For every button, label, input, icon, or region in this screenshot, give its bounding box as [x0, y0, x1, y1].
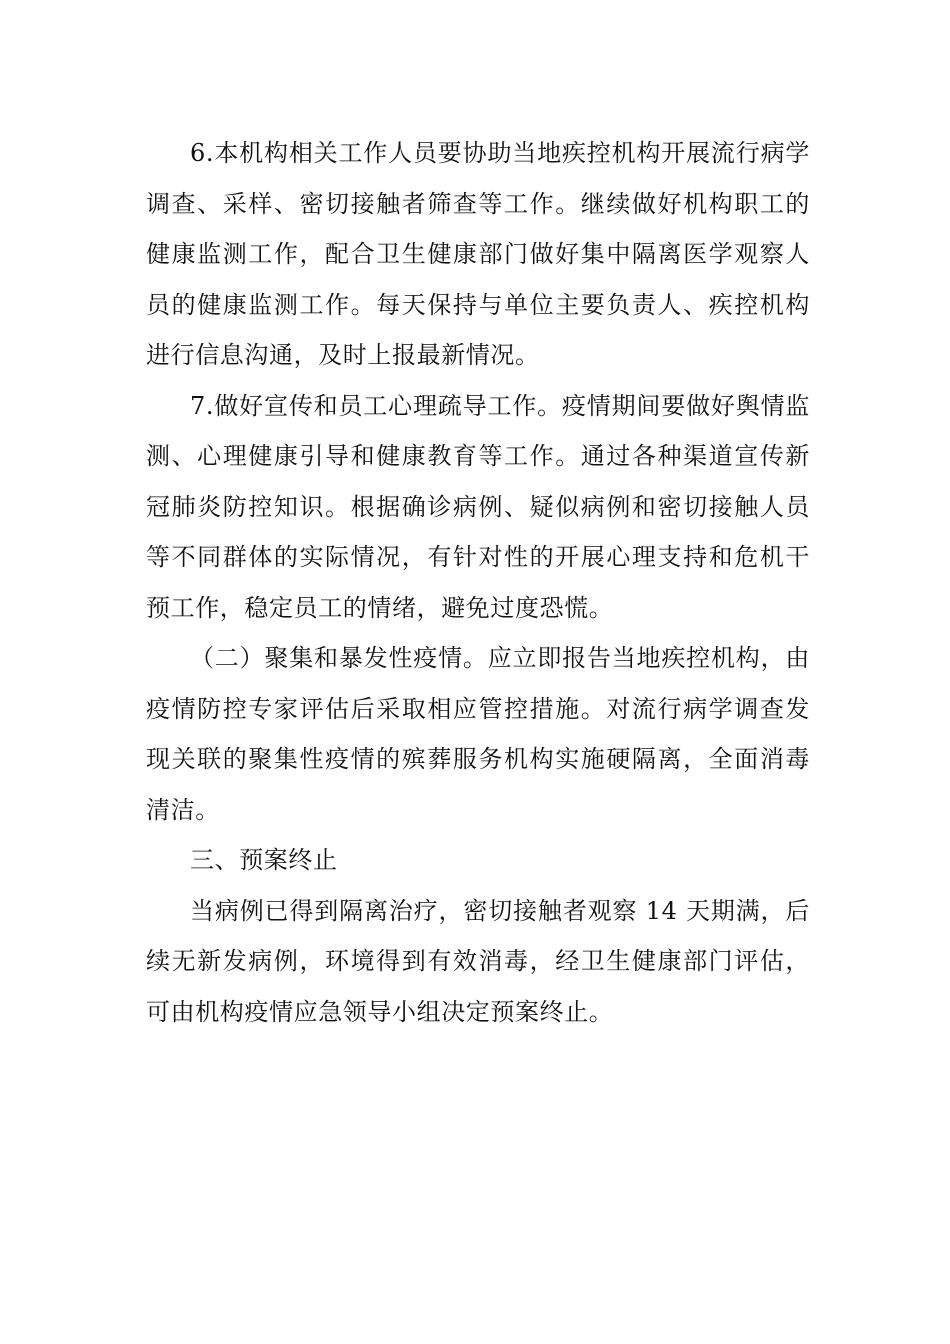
paragraph-termination-conditions: 当病例已得到隔离治疗，密切接触者观察 14 天期满，后续无新发病例，环境得到有效消毒，经卫生健康部门评估，可由机构疫情应急领导小组决定预案终止。	[146, 896, 810, 1026]
paragraph-cluster-outbreak: （二）聚集和暴发性疫情。应立即报告当地疾控机构，由疫情防控专家评估后采取相应管控措施。对流行病学调查发现关联的聚集性疫情的殡葬服务机构实施硬隔离，全面消毒清洁。	[146, 644, 810, 824]
paragraph-item-7: 7.做好宣传和员工心理疏导工作。疫情期间要做好舆情监测、心理健康引导和健康教育等工作。通过各种渠道宣传新冠肺炎防控知识。根据确诊病例、疑似病例和密切接触人员等不同群体的实际情况，有针对性的开展心理支持和危机干预工作，稳定员工的情绪，避免过度恐慌。	[146, 391, 810, 622]
section-heading-plan-termination: 三、预案终止	[190, 846, 338, 874]
document-body	[146, 128, 810, 1037]
paragraph-item-6: 6.本机构相关工作人员要协助当地疾控机构开展流行病学调查、采样、密切接触者筛查等工作。继续做好机构职工的健康监测工作，配合卫生健康部门做好集中隔离医学观察人员的健康监测工作。每天保持与单位主要负责人、疾控机构进行信息沟通，及时上报最新情况。	[146, 139, 810, 369]
